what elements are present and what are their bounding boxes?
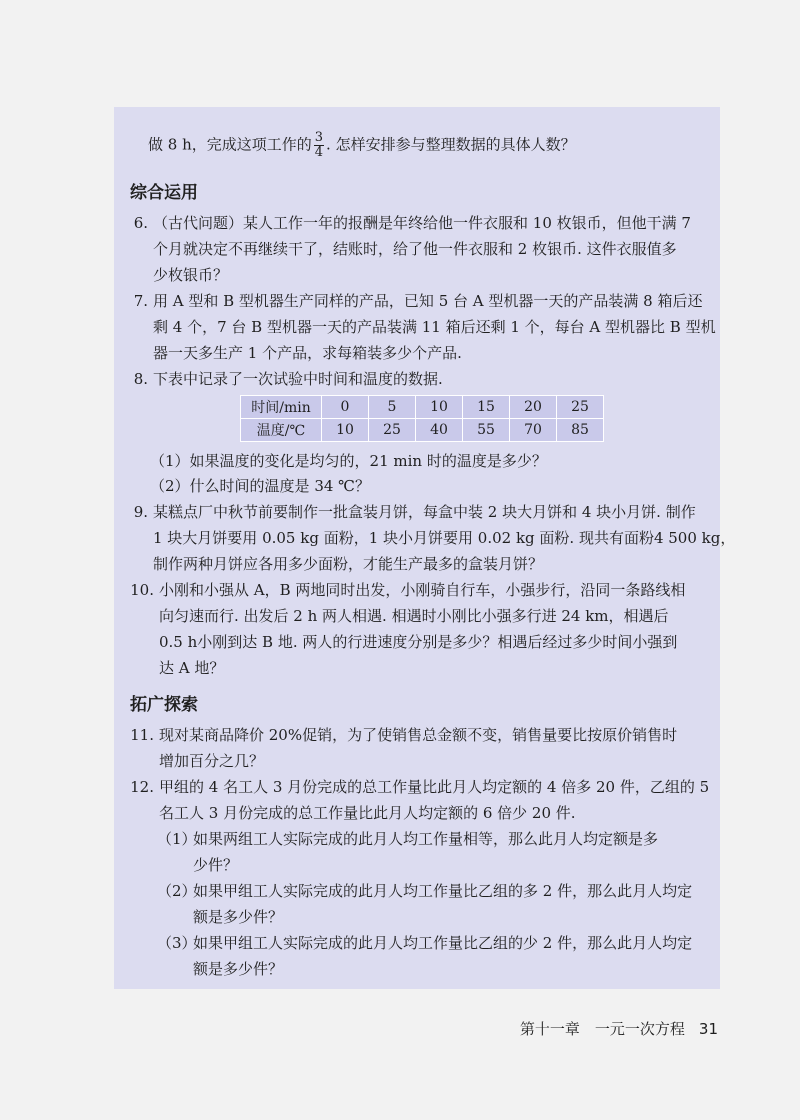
problem-12-sub-line: 额是多少件？ — [193, 960, 284, 978]
problem-12-sub-line: 如果甲组工人实际完成的此月人均工作量比乙组的少 2 件，那么此月人均定 — [193, 934, 693, 952]
problem-10-line: 0.5 h小刚到达 B 地. 两人的行进速度分别是多少？相遇后经过多少时间小强到 — [159, 633, 678, 651]
problem-12-sub-line: 如果两组工人实际完成的此月人均工作量相等，那么此月人均定额是多 — [193, 830, 659, 848]
table-cell: 10 — [322, 419, 369, 442]
problem-12-line: 甲组的 4 名工人 3 月份完成的总工作量比此月人均定额的 4 倍多 20 件，乙组的 5 — [159, 778, 710, 796]
table-cell: 5 — [369, 396, 416, 419]
table-cell: 20 — [510, 396, 557, 419]
problem-12-sub-line: 少件？ — [193, 856, 239, 874]
problem-7-line: 用 A 型和 B 型机器生产同样的产品，已知 5 台 A 型机器一天的产品装满 8 箱后还 — [153, 292, 703, 310]
problem-6-line: 少枚银币？ — [153, 266, 229, 284]
table-cell: 55 — [463, 419, 510, 442]
section-heading-extension: 拓广探索 — [130, 695, 198, 715]
chapter-title: 第十一章 一元一次方程 — [519, 1020, 685, 1038]
problem-number: 12. — [130, 778, 154, 796]
sub-label: （2） — [157, 882, 197, 900]
fraction-denominator: 4 — [314, 145, 324, 160]
table-cell: 70 — [510, 419, 557, 442]
problem-8-sub-2: （2）什么时间的温度是 34 ℃？ — [150, 477, 370, 495]
problem-number: 7. — [133, 292, 148, 310]
problem-9-line: 某糕点厂中秋节前要制作一批盒装月饼，每盒中装 2 块大月饼和 4 块小月饼. 制作 — [153, 503, 696, 521]
table-cell: 10 — [416, 396, 463, 419]
sub-label: （3） — [157, 934, 197, 952]
table-cell: 25 — [369, 419, 416, 442]
intro-line — [148, 131, 576, 160]
problem-7-line: 器一天多生产 1 个产品，求每箱装多少个产品. — [153, 344, 462, 362]
problem-11-line: 现对某商品降价 20%促销，为了使销售总金额不变，销售量要比按原价销售时 — [159, 726, 678, 744]
problem-number: 9. — [133, 503, 148, 521]
table-row — [241, 396, 604, 419]
problem-9-line: 1 块大月饼要用 0.05 kg 面粉，1 块小月饼要用 0.02 kg 面粉. 现共有面粉4 500 kg， — [153, 529, 736, 547]
table-cell: 15 — [463, 396, 510, 419]
table-cell: 40 — [416, 419, 463, 442]
problem-11-line: 增加百分之几？ — [159, 752, 265, 770]
table-cell: 温度/℃ — [241, 419, 322, 442]
intro-text-post: . 怎样安排参与整理数据的具体人数？ — [326, 135, 576, 154]
table-cell: 85 — [557, 419, 604, 442]
table-cell: 时间/min — [241, 396, 322, 419]
intro-text-pre: 做 8 h，完成这项工作的 — [148, 135, 312, 154]
problem-6-line: 个月就决定不再继续干了，结账时，给了他一件衣服和 2 枚银币. 这件衣服值多 — [153, 240, 677, 258]
problem-12-line: 名工人 3 月份完成的总工作量比此月人均定额的 6 倍少 20 件. — [159, 804, 576, 822]
page-footer — [520, 1018, 718, 1039]
problem-number: 8. — [133, 370, 148, 388]
problem-6-line: （古代问题）某人工作一年的报酬是年终给他一件衣服和 10 枚银币，但他干满 7 — [153, 214, 691, 232]
problem-number: 10. — [130, 581, 154, 599]
problem-10-line: 向匀速而行. 出发后 2 h 两人相遇. 相遇时小刚比小强多行进 24 km，相遇后 — [159, 607, 669, 625]
sub-label: （1） — [157, 830, 197, 848]
fraction-numerator: 3 — [314, 130, 324, 145]
problem-10-line: 小刚和小强从 A，B 两地同时出发，小刚骑自行车，小强步行，沿同一条路线相 — [159, 581, 686, 599]
table-row — [241, 419, 604, 442]
problem-10-line: 达 A 地？ — [159, 659, 225, 677]
table-cell: 0 — [322, 396, 369, 419]
problem-12-sub-line: 额是多少件？ — [193, 908, 284, 926]
page-number: 31 — [698, 1020, 718, 1038]
problem-12-sub-line: 如果甲组工人实际完成的此月人均工作量比乙组的多 2 件，那么此月人均定 — [193, 882, 693, 900]
problem-8-sub-1: （1）如果温度的变化是均匀的，21 min 时的温度是多少？ — [150, 452, 547, 470]
fraction-three-quarters — [314, 131, 324, 160]
section-heading-synthesis: 综合运用 — [130, 183, 198, 203]
problem-number: 6. — [133, 214, 148, 232]
table-cell: 25 — [557, 396, 604, 419]
time-temperature-table — [240, 395, 604, 442]
problem-9-line: 制作两种月饼应各用多少面粉，才能生产最多的盒装月饼？ — [153, 555, 544, 573]
problem-number: 11. — [130, 726, 154, 744]
problem-7-line: 剩 4 个，7 台 B 型机器一天的产品装满 11 箱后还剩 1 个，每台 A 型机器比 B 型机 — [153, 318, 716, 336]
problem-8-line: 下表中记录了一次试验中时间和温度的数据. — [153, 370, 443, 388]
